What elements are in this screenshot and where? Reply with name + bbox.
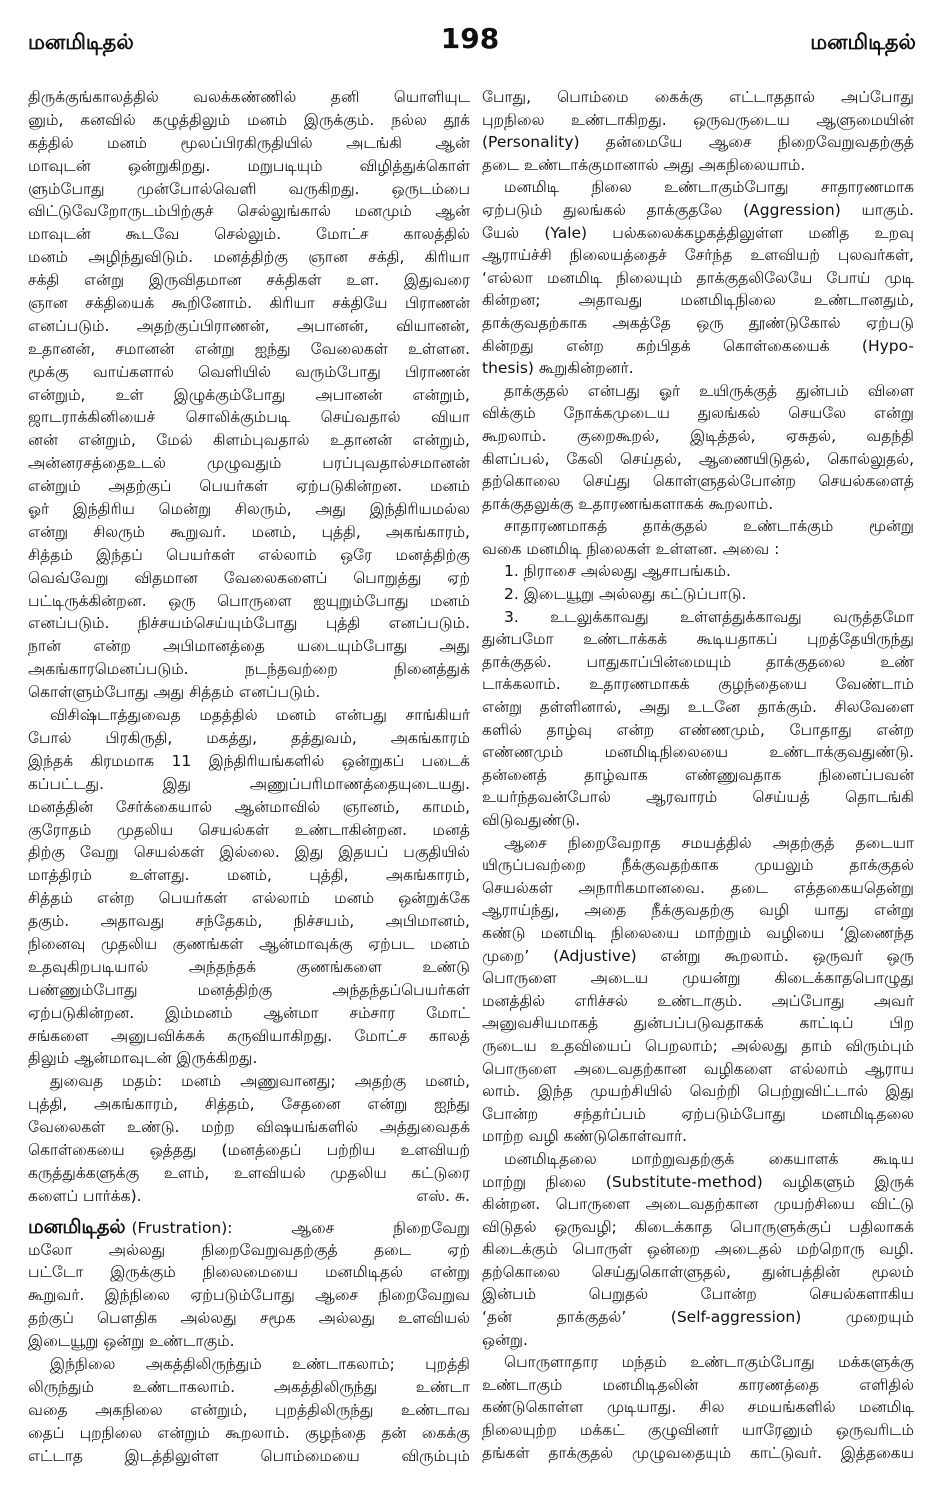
text-line: பொருளாதார மந்தம் உண்டாகும்போது மக்களுக்கு (504, 1353, 914, 1372)
text-line: ஞான சக்தியைக் கூறினோம். கிரியா சக்தியே பிராணன் (28, 294, 470, 313)
text-line: இன்பம் பெறுதல் போன்ற செயல்களாகிய (482, 1285, 914, 1304)
text-line: நினைவு முதலிய குணங்கள் ஆன்மாவுக்கு ஏற்பட மனம் (28, 934, 470, 953)
text-line: மனமிடிதலை மாற்றுவதற்குக் கையாளக் கூடிய (504, 1149, 914, 1168)
text-line: குரோதம் முதலிய செயல்கள் உண்டாகின்றன. மனத் (28, 820, 470, 839)
text-line: யேல் (Yale) பல்கலைக்கழகத்திலுள்ள மனித உறவு (482, 223, 914, 242)
paragraph (482, 583, 914, 606)
text-line: மாவுடன் ஒன்றுகிறது. மறுபடியும் விழித்துக்கொள் (28, 156, 470, 175)
text-line: thesis) கூறுகின்றனர். (482, 359, 634, 378)
text-line: பொருளை அடைவதற்கான வழிகளை எல்லாம் ஆராய (482, 1059, 914, 1078)
text-line: ஆராய்ந்து, அதை நீக்குவதற்கு வழி யாது என்று (482, 901, 914, 920)
text-line: சித்தம் என்ற பெயர்கள் எல்லாம் மனம் ஒன்றுக்கே (28, 889, 470, 908)
entry-heading: மனமிடிதல் (28, 1215, 126, 1238)
paragraph (482, 1351, 914, 1464)
text-line: (Personality) தன்மையே ஆசை நிறைவேறுவதற்குத் (482, 133, 914, 152)
text-line: புத்தி, அகங்காரம், சித்தம், சேதனை என்று ஐந்து (28, 1095, 470, 1114)
text-line: தாக்குவதற்காக அகத்தே ஒரு தூண்டுகோல் ஏற்படு (482, 313, 914, 332)
text-line: உண்டாகும் மனமிடிதலின் காரணத்தை எளிதில் (482, 1375, 914, 1394)
text-line: னன் என்றும், மேல் கிளம்புவதால் உதானன் என்றும், (28, 431, 470, 450)
page-header-left-title: மனமிடிதல் (28, 30, 134, 54)
text-line: கொள்ளும்போது அது சித்தம் எனப்படும். (28, 683, 321, 702)
page-header-right-title: மனமிடிதல் (810, 30, 916, 54)
text-line: ஆராய்ச்சி நிலையத்தைச் சேர்ந்த உளவியற் புலவர்கள், (482, 246, 914, 265)
text-line: அன்னரசத்தைஉடல் முழுவதும் பரப்புவதால்சமானன் (28, 454, 470, 473)
text-line: தற்குப் பௌதிக அல்லது சமூக அல்லது உளவியல் (28, 1309, 470, 1328)
text-line: விசிஷ்டாத்துவைத மதத்தில் மனம் என்பது சாங்கியர் (50, 706, 470, 725)
text-line: கப்பட்டது. இது அணுப்பரிமாணத்தையுடையது. (28, 774, 470, 793)
text-line: தற்கொலை செய்து கொள்ளுதல்போன்ற செயல்களைத் (482, 472, 914, 491)
text-line: கண்டுகொள்ள முடியாது. சில சமயங்களில் மனமிடி (482, 1398, 914, 1417)
text-line: பண்ணும்போது மனத்திற்கு அந்தந்தப்பெயர்கள் (28, 980, 470, 999)
text-line: கூறுவர். இந்நிலை ஏற்படும்போது ஆசை நிறைவேறுவ (28, 1286, 470, 1305)
text-line: பட்டிருக்கின்றன. ஒரு பொருளை ஐயுறும்போது மனம் (28, 591, 470, 610)
text-line: போது, பொம்மை கைக்கு எட்டாததால் அப்போது (482, 88, 914, 106)
text-line: ஜாடராக்கினியைச் சொலிக்கும்படி செய்வதால் வியா (28, 408, 470, 427)
text-line: இடையூறு ஒன்று உண்டாகும். (28, 1332, 235, 1351)
text-line: தாக்குதலுக்கு உதாரணங்களாகக் கூறலாம். (482, 494, 774, 513)
text-line: ‘எல்லா மனமிடி நிலையும் தாக்குதலிலேயே போய் முடி (482, 268, 914, 287)
text-line: கருத்துக்களுக்கு உளம், உளவியல் முதலிய கட்டுரை (28, 1163, 470, 1182)
text-line: இந்நிலை அகத்திலிருந்தும் உண்டாகலாம்; புறத்தி (50, 1354, 470, 1373)
text-line: தன்னைத் தாழ்வாக எண்ணுவதாக நினைப்பவன் (482, 765, 914, 784)
text-line: வதை அகநிலை என்றும், புறத்திலிருந்து உண்டாவ (28, 1400, 470, 1419)
text-line: துன்பமோ உண்டாக்கக் கூடியதாகப் புறத்தேயிருந்து (482, 630, 914, 649)
paragraph (482, 1148, 914, 1351)
text-line: செயல்கள் அநாரிகமானவை. தடை எத்தகையதென்று (482, 878, 914, 897)
text-line: விடுவதுண்டு. (482, 811, 581, 829)
text-line: சக்தி என்று இருவிதமான சக்திகள் உள. இதுவரை (28, 271, 470, 290)
text-line: கிளப்பல், கேலி செய்தல், ஆணையிடுதல், கொல்லுதல், (482, 449, 914, 468)
paragraph (28, 86, 470, 704)
line-text: களைப் பார்க்க). (28, 1186, 142, 1205)
text-line: தாக்குதல் என்பது ஓர் உயிருக்குத் துன்பம் விளை (504, 381, 914, 400)
text-line: என்றும், உள் இழுக்கும்போது அபானன் என்றும், (28, 385, 470, 404)
text-line: மனத்தின் சேர்க்கையால் ஆன்மாவில் ஞானம், காமம், (28, 797, 470, 816)
text-line: எனப்படும். நிச்சயம்செய்யும்போது புத்தி எனப்படும். (28, 614, 470, 633)
text-line: என்றும் அதற்குப் பெயர்கள் ஏற்படுகின்றன. மனம் (28, 477, 470, 496)
text-line: கின்றது என்ற கற்பிதக் கொள்கையைக் (Hypo- (482, 336, 914, 355)
right-column (482, 86, 914, 1464)
text-line: மனமிடி நிலை உண்டாகும்போது சாதாரணமாக (504, 178, 914, 197)
text-line: உயர்ந்தவன்போல் ஆரவாரம் செய்யத் தொடங்கி (482, 788, 914, 807)
text-line: லாம். இந்த முயற்சியில் வெற்றி பெற்றுவிட்டால் இது (482, 1082, 914, 1101)
text-line: கின்றன. பொருளை அடைவதற்கான முயற்சியை விட்டு (482, 1195, 914, 1214)
text-line: ஒன்று. (482, 1330, 528, 1349)
text-line: ஓர் இந்திரிய மென்று சிலரும், அது இந்திரியமல்ல (28, 500, 470, 519)
text-line: என்று சிலரும் கூறுவர். மனம், புத்தி, அகங்காரம், (28, 522, 470, 541)
text-line: விட்டுவேறோருடம்பிற்குச் செல்லுங்கால் மனமும் ஆன் (28, 202, 470, 221)
text-line: போன்ற சந்தர்ப்பம் ஏற்படும்போது மனமிடிதலை (482, 1104, 914, 1123)
text-line: லிருந்தும் உண்டாகலாம். அகத்திலிருந்து உண்டா (28, 1377, 470, 1396)
text-line: போல் பிரகிருதி, மகத்து, தத்துவம், அகங்காரம் (28, 728, 470, 747)
text-line: விக்கும் நோக்கமுடைய துலங்கல் செயலே என்று (482, 404, 914, 423)
text-line: உதானன், சமானன் என்று ஐந்து வேலைகள் உள்ளன. (28, 339, 470, 358)
text-line: திருக்குங்காலத்தில் வலக்கண்ணில் தனி யொளியுட (28, 88, 470, 106)
text-line: ஏற்படுகின்றன. இம்மனம் ஆன்மா சம்சார மோட் (28, 1003, 470, 1022)
text-line: தங்கள் தாக்குதல் முழுவதையும் காட்டுவர். இத்தகைய (482, 1443, 914, 1462)
text-line: மாவுடன் கூடவே செல்லும். மோட்ச காலத்தில் (28, 225, 470, 244)
text-line: திற்கு வேறு செயல்கள் இல்லை. இது இதயப் பகுதியில் (28, 843, 470, 862)
text-line: உதவுகிறபடியால் அந்தந்தக் குணங்களை உண்டு (28, 957, 470, 976)
text-line (28, 1216, 470, 1239)
text-line: சித்தம் இந்தப் பெயர்கள் எல்லாம் ஒரே மனத்திற்கு (28, 545, 470, 564)
text-line: ஆசை நிறைவேறாத சமயத்தில் அதற்குத் தடையா (504, 833, 914, 852)
text-line: மாற்ற வழி கண்டுகொள்வார். (482, 1127, 688, 1146)
text-line: னும், கனவில் கழுத்திலும் மனம் இருக்கும். நல்ல தூக் (28, 110, 470, 129)
text-line: தகும். அதாவது சந்தேகம், நிச்சயம், அபிமானம், (28, 912, 470, 931)
paragraph (482, 176, 914, 379)
text-line: கூறலாம். குறைகூறல், இடித்தல், ஏசுதல், வதந்தி (482, 426, 914, 445)
text-line: இந்தக் கிரமமாக 11 இந்திரியங்களில் ஒன்றுகப் படைக் (28, 751, 470, 770)
page-number: 198 (440, 22, 500, 55)
paragraph (482, 832, 914, 1148)
paragraph (482, 86, 914, 176)
text-line: மலோ அல்லது நிறைவேறுவதற்குத் தடை ஏற் (28, 1240, 470, 1259)
text-line: திலும் ஆன்மாவுடன் இருக்கிறது. (28, 1049, 258, 1068)
paragraph (28, 1353, 470, 1467)
text-line: சங்களை அனுபவிக்கக் கருவியாகிறது. மோட்ச காலத் (28, 1026, 470, 1045)
text-line: தைப் புறநிலை என்றும் கூறலாம். குழந்தை தன் கைக்கு (28, 1423, 470, 1442)
text-line: 3. உடலுக்காவது உள்ளத்துக்காவது வருத்தமோ (504, 607, 914, 626)
text-line: யிருப்பவற்றை நீக்குவதற்காக முயலும் தாக்குதல் (482, 856, 914, 875)
text-line: முறை’ (Adjustive) என்று கூறலாம். ஒருவர் ஒரு (482, 946, 914, 965)
text-line: வகை மனமிடி நிலைகள் உள்ளன. அவை : (482, 539, 780, 558)
text-line: கிடைக்கும் பொருள் ஒன்றை அடைதல் மற்றொரு வழி. (482, 1240, 914, 1259)
left-column (28, 86, 470, 1467)
paragraph (28, 1070, 470, 1207)
text-line: சாதாரணமாகத் தாக்குதல் உண்டாக்கும் மூன்று (504, 517, 914, 536)
text-line: கின்றன; அதாவது மனமிடிநிலை உண்டானதும், (482, 291, 914, 310)
text-line: பட்டோ இருக்கும் நிலைமையை மனமிடிதல் என்று (28, 1263, 470, 1282)
paragraph (482, 606, 914, 832)
paragraph (482, 560, 914, 583)
entry-paragraph (28, 1216, 470, 1353)
author-initials: எஸ். சு. (416, 1186, 470, 1205)
text-line: அனுவசியமாகத் துன்பப்படுவதாகக் காட்டிப் பிற (482, 1014, 914, 1033)
text-line: மாத்திரம் உள்ளது. மனம், புத்தி, அகங்காரம், (28, 866, 470, 885)
paragraph (482, 515, 914, 560)
text-line: தற்கொலை செய்துகொள்ளுதல், துன்பத்தின் மூலம் (482, 1262, 914, 1281)
text-line: ருடைய உதவியைப் பெறலாம்; அல்லது தாம் விரும்பும் (482, 1036, 914, 1055)
text-line: வேலைகள் உண்டு. மற்ற விஷயங்களில் அத்துவைதக் (28, 1118, 470, 1137)
text-line: எண்ணமும் மனமிடிநிலையை உண்டாக்குவதுண்டு. (482, 743, 914, 762)
text-line: விடுதல் ஒருவழி; கிடைக்காத பொருளுக்குப் பதிலாகக் (482, 1217, 914, 1236)
text-line: 2. இடையூறு அல்லது கட்டுப்பாடு. (504, 585, 747, 604)
text-line: ஏற்படும் துலங்கல் தாக்குதலே (Aggression) யாகும். (482, 200, 914, 219)
text-line: தடை உண்டாக்குமானால் அது அகநிலையாம். (482, 155, 806, 174)
text-line: துவைத மதம்: மனம் அணுவானது; அதற்கு மனம், (50, 1072, 470, 1091)
text-line (28, 1185, 470, 1208)
text-line: எட்டாத இடத்திலுள்ள பொம்மையை விரும்பும் (28, 1446, 470, 1465)
text-line: களில் தாழ்வு என்ற எண்ணமும், போதாது என்ற (482, 720, 914, 739)
text-line: அகங்காரமெனப்படும். நடந்தவற்றை நினைத்துக் (28, 660, 470, 679)
text-line: நிலையுற்ற மக்கட் குழுவினர் யாரேனும் ஒருவரிடம் (482, 1421, 914, 1440)
text-line: ‘தன் தாக்குதல்’ (Self-aggression) முறையும் (482, 1308, 914, 1327)
text-line: 1. நிராசை அல்லது ஆசாபங்கம். (504, 562, 731, 581)
text-line: மாற்று நிலை (Substitute-method) வழிகளும் இருக் (482, 1172, 914, 1191)
text-line: கத்தில் மனம் மூலப்பிரகிருதியில் அடங்கி ஆன் (28, 133, 470, 152)
paragraph (482, 380, 914, 516)
text-line: மனத்தில் எரிச்சல் உண்டாகும். அப்போது அவர் (482, 991, 914, 1010)
text-line: என்று தள்ளினால், அது உடனே தாக்கும். சிலவேளை (482, 698, 914, 717)
text-line: நான் என்ற அபிமானத்தை யடையும்போது அது (28, 637, 470, 656)
paragraph (28, 704, 470, 1070)
text-line: மனம் அழிந்துவிடும். மனத்திற்கு ஞான சக்தி, கிரியா (28, 248, 470, 267)
text-line: பொருளை அடைய முயன்று கிடைக்காதபொழுது (482, 969, 914, 988)
text-line: மூக்கு வாய்களால் வெளியில் வரும்போது பிராணன் (28, 362, 470, 381)
text-line: டாக்கலாம். உதாரணமாகக் குழந்தையை வேண்டாம் (482, 675, 914, 694)
text-line: புறநிலை உண்டாகிறது. ஒருவருடைய ஆளுமையின் (482, 110, 914, 129)
text-line: கண்டு மனமிடி நிலையை மாற்றும் வழியை ‘இணைந்த (482, 923, 914, 942)
line-text: (Frustration): ஆசை நிறைவேறு (131, 1218, 470, 1237)
text-line: தாக்குதல். பாதுகாப்பின்மையும் தாக்குதலை உண் (482, 652, 914, 671)
text-line: கொள்கையை ஒத்தது (மனத்தைப் பற்றிய உளவியற் (28, 1140, 470, 1159)
text-line: வெவ்வேறு விதமான வேலைகளைப் பொறுத்து ஏற் (28, 568, 470, 587)
text-line: எனப்படும். அதற்குப்பிராணன், அபானன், வியானன், (28, 316, 470, 335)
text-line: ளும்போது முன்போல்வெளி வருகிறது. ஒருடம்பை (28, 179, 470, 198)
